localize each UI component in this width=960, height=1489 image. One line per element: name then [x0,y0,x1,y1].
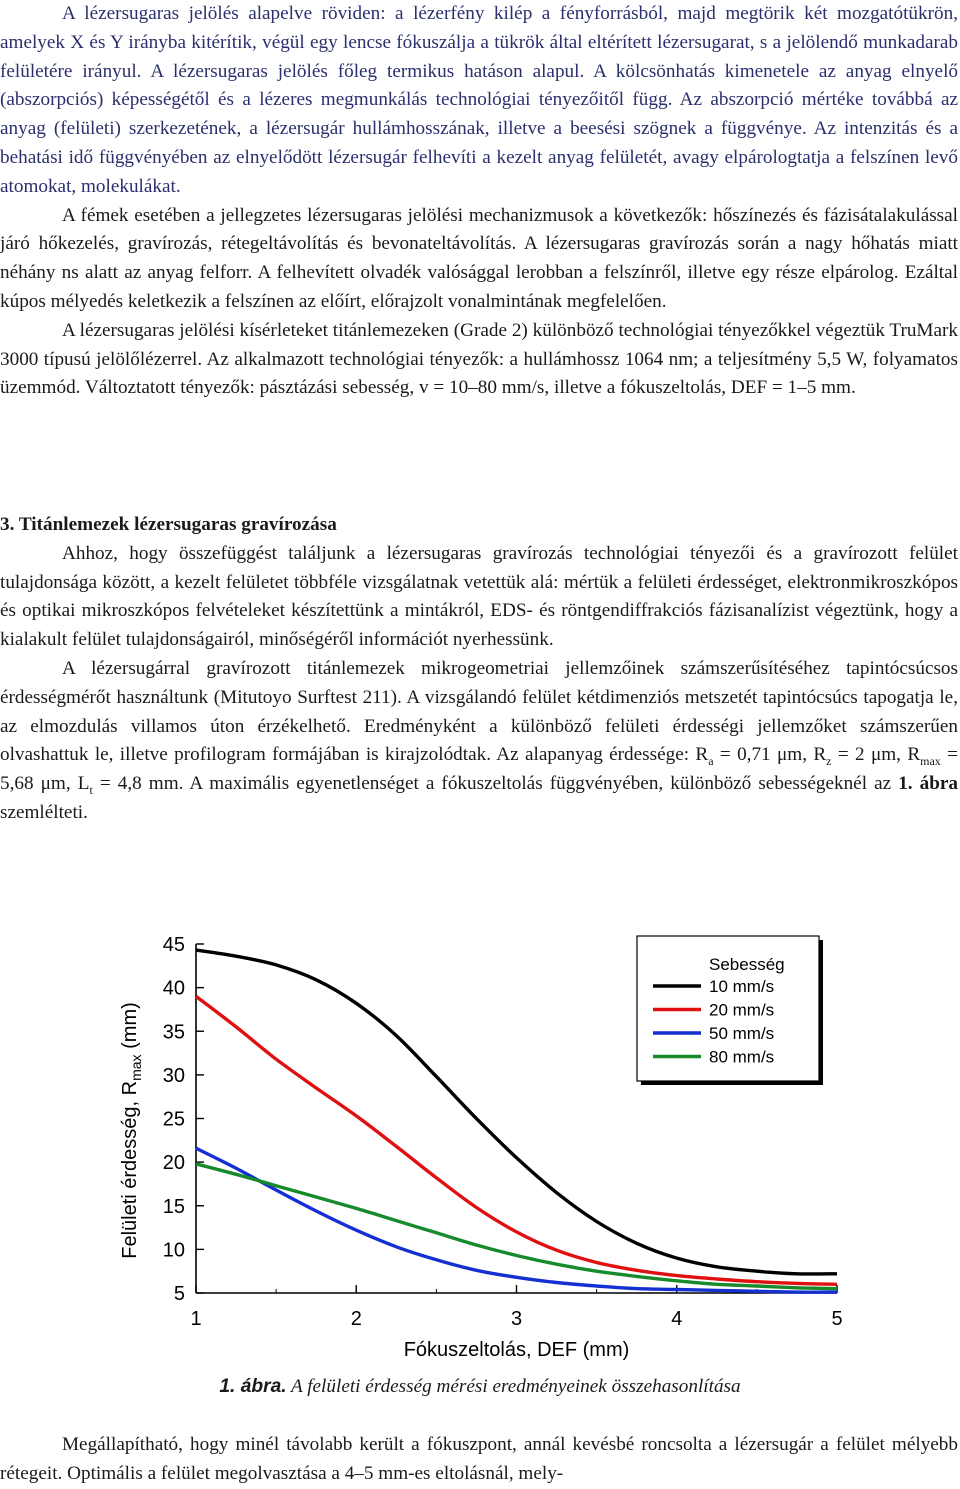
x-tick-label: 5 [831,1308,843,1330]
y-tick-label: 45 [162,934,185,956]
y-tick-label: 15 [162,1195,185,1218]
figure-caption [0,1373,960,1401]
conclusion-block [0,1431,958,1489]
y-tick-label: 10 [162,1239,185,1262]
y-tick-label: 40 [162,977,185,1000]
y-tick-label: 5 [173,1283,185,1305]
y-tick-label: 30 [162,1064,185,1087]
x-tick-label: 2 [350,1308,362,1330]
legend-title: Sebesség [709,955,785,974]
caption-label: 1. ábra. [219,1376,287,1397]
figure-1 [100,922,860,1362]
x-tick-label: 4 [671,1308,683,1330]
paragraph-conclusion: Megállapítható, hogy minél távolabb került a fókuszpont, annál kevésbé roncsolta a lézersugár a felület mélyebb rétegeit. Optimális a felület megolvasztása a 4–5 mm-es eltolásnál, mely- [0,1434,958,1484]
intro-block [0,0,958,403]
paragraph-laser-principle: A lézersugaras jelölés alapelve röviden: a lézerfény kilép a fényforrásból, majd megtörik két mozgatótükrön, amelyek X és Y irányba kitérítik, végül egy lencse fókuszálja a tükrök által eltérített lézersugarat, s a jelölendő munkadarab felületére irányul. A lézersugaras jelölés főleg termikus hatáson alapul. A kölcsönhatás kimenetele az anyag elnyelő (abszorpciós) képességétől és a lézeres megmunkálás technológiai tényezőitől függ. Az abszorpció mértéke továbbá az anyag (felületi) szerkezetének, a lézersugár hullámhosszának, illetve a beesési szögnek a függvénye. Az intenzitás és a behatási idő függvényében az elnyelődött lézersugár felhevíti a kezelt anyag felületét, avagy elpárologtatja a felszínen levő atomokat, molekulákat. [0,3,958,197]
section-heading [0,511,958,540]
y-tick-label: 20 [162,1152,185,1175]
paragraph-analysis: Ahhoz, hogy összefüggést találjunk a lézersugaras gravírozás technológiai tényezői és a gravírozott felület tulajdonsága között, a kezelt felületet többféle vizsgálatnak vetettük alá: mértük a felületi érdességet, elektronmikroszkópos és optikai mikroszkópos felvételeket készítettünk a mintákról, EDS- és röntgendiffrakciós fázisanalízist végeztünk, hogy a kialakult felület tulajdonságairól, minőségéről információt nyerhessünk. [0,542,958,651]
legend-entry: 80 mm/s [709,1047,775,1067]
section-3 [0,511,958,828]
roughness-chart [100,922,860,1362]
x-tick-label: 1 [190,1308,202,1330]
y-tick-label: 25 [162,1108,185,1131]
legend-entry: 10 mm/s [709,977,775,996]
paragraph-experiments: A lézersugaras jelölési kísérleteket titánlemezeken (Grade 2) különböző technológiai tényezőkkel végeztük TruMark 3000 típusú jelölőlézerrel. Az alkalmazott technológiai tényezők: a hullámhossz 1064 nm; a teljesítmény 5,5 W, folyamatos üzemmód. Változtatott tényezők: pásztázási sebesség, v = 10–80 mm/s, illetve a fókuszeltolás, DEF = 1–5 mm. [0,319,958,399]
paragraph-roughness: A lézersugárral gravírozott titánlemezek mikrogeometriai jellemzőinek számszerűsítéséhez tapintócsúcsos érdességmérőt használtunk (Mitutoyo Surftest 211). A vizsgálandó felület kétdimenziós metszetét tapintócsúcs tapogatja le, az elmozdulás villamos úton érzékelhető. Eredményként a különböző felületi érdességi jellemzőket számszerűen olvashattuk le, illetve profilogram formájában is kirajzolódtak. Az alapanyag érdessége: $R_a = 0,71$ μm, $R_z = 2$ μm, $R_{max} = 5,68$ μm, $L_t = 4,8$ mm. A maximális egyenetlenséget a fókuszeltolás függvényében, különböző sebességeknél az 1. ábra szemlélteti. [0,657,959,823]
section-number: 3. [0,514,15,535]
legend-entry: 50 mm/s [709,1024,775,1043]
y-tick-label: 35 [162,1021,185,1044]
section-title: Titánlemezek lézersugaras gravírozása [18,514,337,535]
figure-reference: 1. ábra [898,773,959,795]
x-axis-label: Fókuszeltolás, DEF (mm) [403,1339,630,1361]
y-axis-label: Felületi érdesség, $R_{max}$ (mm) [119,1002,144,1259]
paragraph-metal-mechanisms: A fémek esetében a jellegzetes lézersugaras jelölési mechanizmusok a következők: hőszínezés és fázisátalakulással járó hőkezelés, gravírozás, rétegeltávolítás és bevonateltávolítás. A lézersugaras gravírozás során a nagy hőhatás miatt néhány ns alatt az anyag felforr. A felhevített olvadék valósággal lerobban a felszínről, illetve egy része elpárolog. Ezáltal kúpos mélyedés keletkezik a felszínen az előírt, előrajzolt vonalmintának megfelelően. [0,204,958,312]
caption-text: A felületi érdesség mérési eredményeinek összehasonlítása [286,1376,741,1397]
x-tick-label: 3 [510,1308,523,1330]
legend-entry: 20 mm/s [709,1000,775,1020]
